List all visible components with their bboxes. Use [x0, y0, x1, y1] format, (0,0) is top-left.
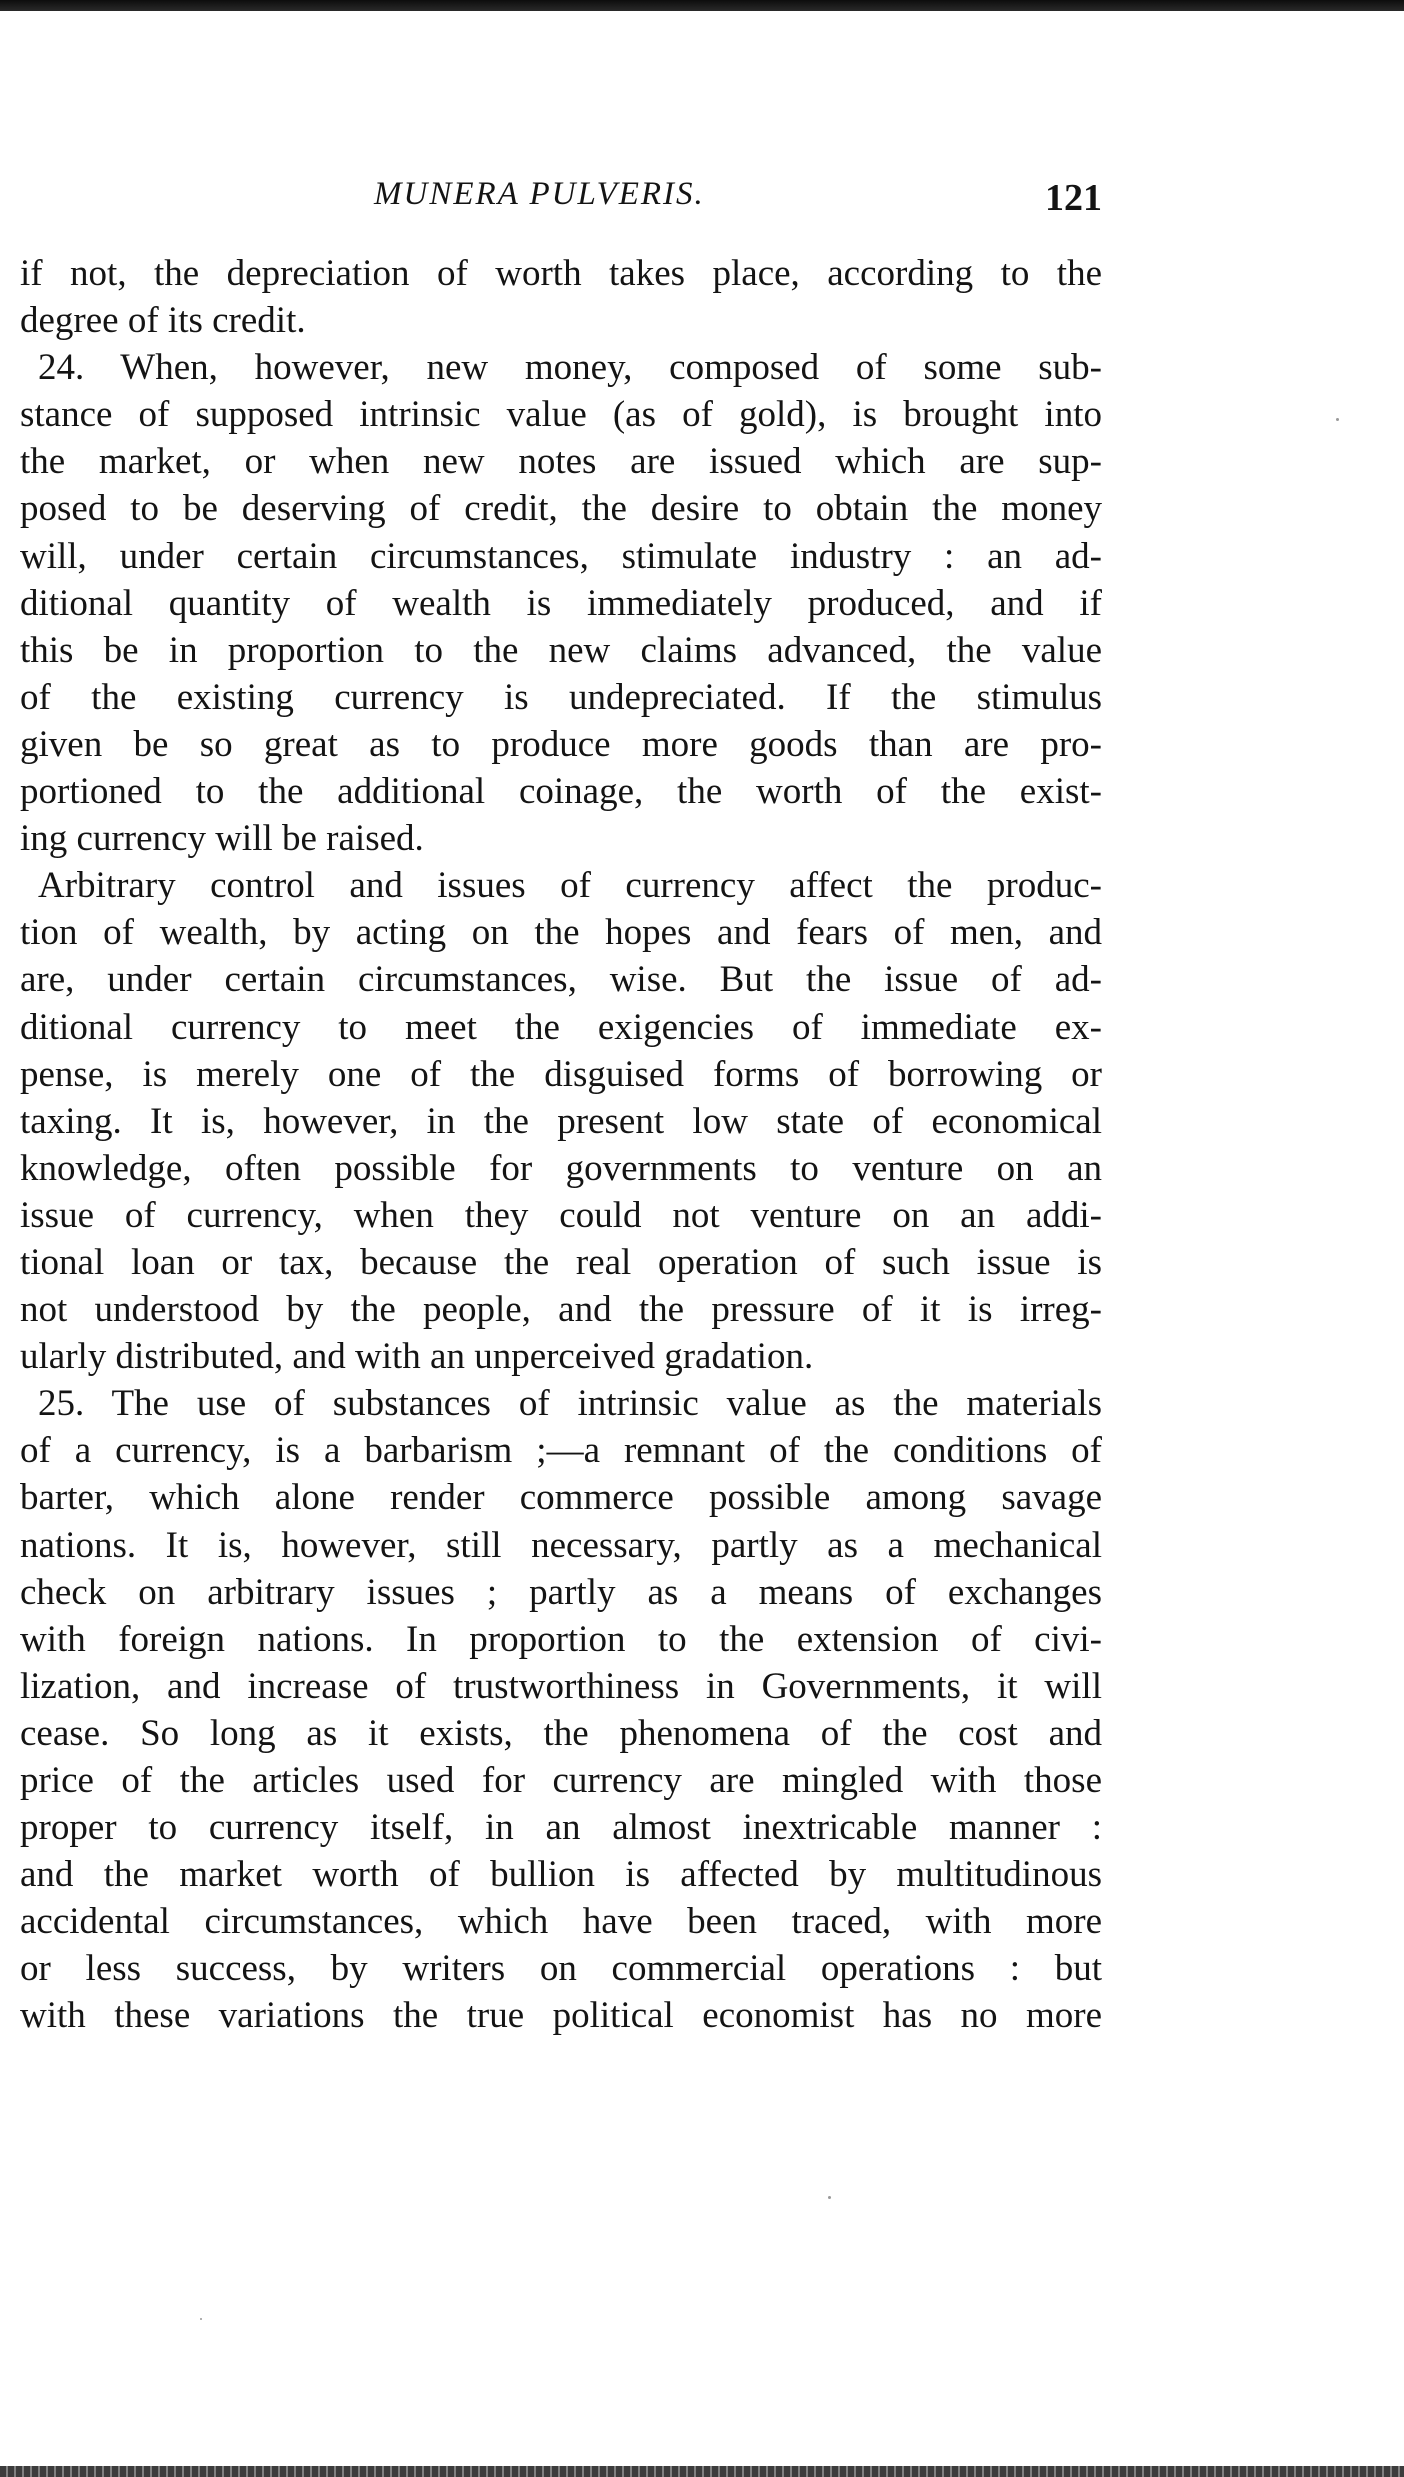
- running-title: MUNERA PULVERIS.: [374, 176, 705, 212]
- paper-speck: [200, 2318, 202, 2320]
- text-line: ditional currency to meet the exigencies of immediate ex-: [20, 1006, 1102, 1048]
- page-bottom-edge: [0, 2466, 1404, 2477]
- text-line: check on arbitrary issues ; partly as a means of exchanges: [20, 1571, 1102, 1613]
- text-line: taxing. It is, however, in the present low state of economical: [20, 1100, 1102, 1142]
- body-text: [20, 250, 1102, 2040]
- text-line: portioned to the additional coinage, the worth of the exist-: [20, 771, 1102, 813]
- text-line: barter, which alone render commerce possible among savage: [20, 1477, 1102, 1519]
- text-line: lization, and increase of trustworthiness in Governments, it will: [20, 1665, 1102, 1707]
- text-line: stance of supposed intrinsic value (as of gold), is brought into: [20, 394, 1102, 436]
- text-line: the market, or when new notes are issued which are sup-: [20, 441, 1102, 483]
- text-line: pense, is merely one of the disguised forms of borrowing or: [20, 1053, 1102, 1095]
- text-line: ditional quantity of wealth is immediately produced, and if: [20, 582, 1102, 624]
- text-line: are, under certain circumstances, wise. But the issue of ad-: [20, 959, 1102, 1001]
- text-line: with these variations the true political economist has no more: [20, 1995, 1102, 2037]
- text-line: 25. The use of substances of intrinsic value as the materials: [38, 1383, 1102, 1425]
- text-line: proper to currency itself, in an almost inextricable manner :: [20, 1807, 1102, 1849]
- text-line: issue of currency, when they could not venture on an addi-: [20, 1194, 1102, 1236]
- text-line: ing currency will be raised.: [20, 818, 424, 860]
- page-number: 121: [1045, 177, 1102, 219]
- text-line: tion of wealth, by acting on the hopes and fears of men, and: [20, 912, 1102, 954]
- text-line: will, under certain circumstances, stimulate industry : an ad-: [20, 535, 1102, 577]
- text-line: nations. It is, however, still necessary, partly as a mechanical: [20, 1524, 1102, 1566]
- text-line: if not, the depreciation of worth takes place, according to the: [20, 253, 1102, 294]
- text-line: not understood by the people, and the pressure of it is irreg-: [20, 1289, 1102, 1331]
- paper-speck: [1336, 418, 1339, 421]
- text-line: degree of its credit.: [20, 300, 306, 342]
- text-line: cease. So long as it exists, the phenomena of the cost and: [20, 1712, 1102, 1754]
- text-line: of a currency, is a barbarism ;—a remnant of the conditions of: [20, 1430, 1102, 1472]
- text-line: Arbitrary control and issues of currency affect the produc-: [38, 865, 1102, 907]
- text-line: ularly distributed, and with an unperceived gradation.: [20, 1336, 814, 1378]
- text-line: given be so great as to produce more goods than are pro-: [20, 723, 1102, 765]
- text-line: this be in proportion to the new claims advanced, the value: [20, 629, 1102, 671]
- text-line: posed to be deserving of credit, the desire to obtain the money: [20, 488, 1102, 530]
- text-line: and the market worth of bullion is affected by multitudinous: [20, 1854, 1102, 1896]
- page-top-edge: [0, 0, 1404, 11]
- text-line: knowledge, often possible for governments to venture on an: [20, 1147, 1102, 1189]
- text-line: tional loan or tax, because the real operation of such issue is: [20, 1241, 1102, 1283]
- text-line: accidental circumstances, which have been traced, with more: [20, 1901, 1102, 1943]
- text-line: 24. When, however, new money, composed of some sub-: [38, 347, 1102, 389]
- text-line: of the existing currency is undepreciated. If the stimulus: [20, 676, 1102, 718]
- running-header: [374, 176, 1102, 226]
- text-line: or less success, by writers on commercial operations : but: [20, 1948, 1102, 1990]
- text-line: with foreign nations. In proportion to the extension of civi-: [20, 1618, 1102, 1660]
- paper-speck: [828, 2196, 831, 2199]
- text-line: price of the articles used for currency are mingled with those: [20, 1760, 1102, 1801]
